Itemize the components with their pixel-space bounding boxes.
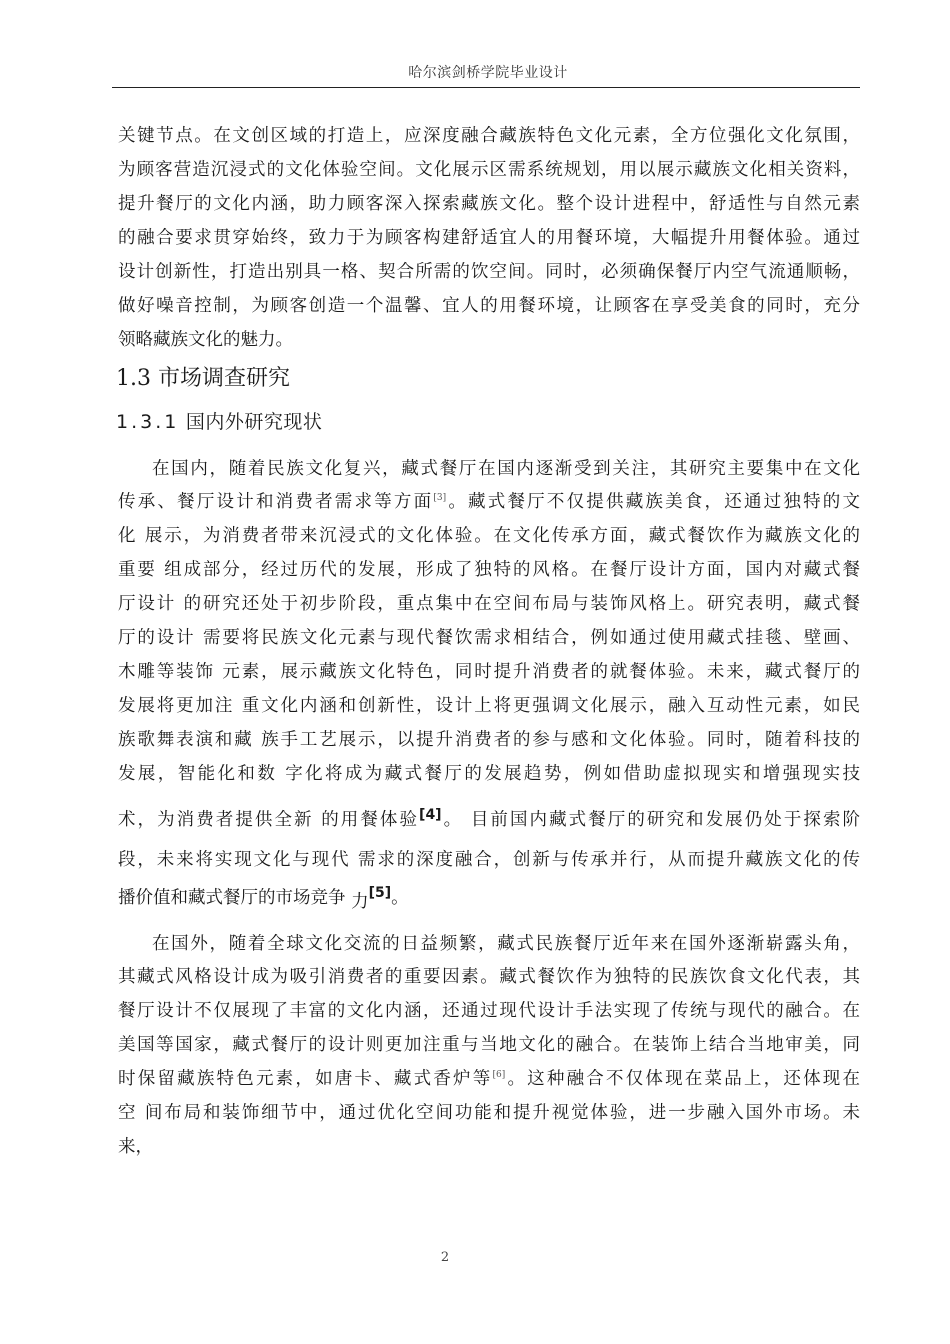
domestic-line-3: 化 展示，为消费者带来沉浸式的文化体验。在文化传承方面，藏式餐饮作为藏族文化的	[118, 526, 860, 546]
section-number: 1.3	[116, 366, 151, 391]
section-heading	[116, 361, 290, 392]
section-title: 市场调查研究	[158, 366, 291, 391]
domestic-line-2: 传承、餐厅设计和消费者需求等方面[3]。藏式餐厅不仅提供藏族美食，还通过独特的文	[118, 492, 861, 512]
subsection-number: 1.3.1	[116, 411, 180, 433]
intro-line-3: 提升餐厅的文化内涵，助力顾客深入探索藏族文化。整个设计进程中，舒适性与自然元素	[118, 194, 860, 214]
foreign-line-7: 来，	[118, 1137, 153, 1157]
domestic-line-12: 段，未来将实现文化与现代 需求的深度融合，创新与传承并行，从而提升藏族文化的传	[118, 850, 860, 870]
page-header: 哈尔滨剑桥学院毕业设计	[408, 65, 568, 81]
citation-6: [6]	[492, 1070, 506, 1080]
subsection-heading	[116, 407, 322, 434]
intro-line-4: 的融合要求贯穿始终，致力于为顾客构建舒适宜人的用餐环境，大幅提升用餐体验。通过	[118, 228, 860, 248]
foreign-line-6: 空 间布局和装饰细节中，通过优化空间功能和提升视觉体验，进一步融入国外市场。未	[118, 1103, 860, 1123]
foreign-line-5: 时保留藏族特色元素，如唐卡、藏式香炉等[6]。这种融合不仅体现在菜品上，还体现在	[118, 1069, 861, 1089]
citation-3: [3]	[433, 493, 447, 503]
header-rule	[112, 87, 860, 88]
citation-4: [4]	[419, 807, 442, 823]
page-number: 2	[440, 1250, 450, 1265]
domestic-line-6: 厅的设计 需要将民族文化元素与现代餐饮需求相结合，例如通过使用藏式挂毯、壁画、	[118, 628, 860, 648]
foreign-line-3: 餐厅设计不仅展现了丰富的文化内涵，还通过现代设计手法实现了传统与现代的融合。在	[118, 1001, 860, 1021]
domestic-line-7: 木雕等装饰 元素，展示藏族文化特色，同时提升消费者的就餐体验。未来，藏式餐厅的	[118, 662, 860, 682]
intro-line-2: 为顾客营造沉浸式的文化体验空间。文化展示区需系统规划，用以展示藏族文化相关资料，	[118, 160, 860, 180]
citation-5: [5]	[368, 885, 392, 901]
intro-line-1: 关键节点。在文创区域的打造上，应深度融合藏族特色文化元素，全方位强化文化氛围，	[118, 126, 860, 146]
domestic-line-4: 重要 组成部分，经过历代的发展，形成了独特的风格。在餐厅设计方面，国内对藏式餐	[118, 560, 860, 580]
foreign-line-2: 其藏式风格设计成为吸引消费者的重要因素。藏式餐饮作为独特的民族饮食文化代表，其	[118, 967, 860, 987]
subsection-title: 国内外研究现状	[185, 411, 323, 433]
domestic-line-11: 术，为消费者提供全新 的用餐体验[4]。 目前国内藏式餐厅的研究和发展仍处于探索阶	[118, 807, 861, 830]
domestic-line-1: 在国内，随着民族文化复兴，藏式餐厅在国内逐渐受到关注，其研究主要集中在文化	[152, 459, 860, 479]
domestic-line-13: 播价值和藏式餐厅的市场竞争 力[5]。	[118, 885, 409, 912]
domestic-line-10: 发展，智能化和数 字化将成为藏式餐厅的发展趋势，例如借助虚拟现实和增强现实技	[118, 764, 860, 784]
domestic-line-9: 族歌舞表演和藏 族手工艺展示，以提升消费者的参与感和文化体验。同时，随着科技的	[118, 730, 860, 750]
foreign-line-4: 美国等国家，藏式餐厅的设计则更加注重与当地文化的融合。在装饰上结合当地审美，同	[118, 1035, 860, 1055]
intro-line-5: 设计创新性，打造出别具一格、契合所需的饮空间。同时，必须确保餐厅内空气流通顺畅，	[118, 262, 860, 282]
foreign-line-1: 在国外，随着全球文化交流的日益频繁，藏式民族餐厅近年来在国外逐渐崭露头角，	[152, 934, 860, 954]
intro-line-6: 做好噪音控制，为顾客创造一个温馨、宜人的用餐环境，让顾客在享受美食的同时，充分	[118, 296, 860, 316]
intro-line-7: 领略藏族文化的魅力。	[118, 330, 293, 350]
domestic-line-5: 厅设计 的研究还处于初步阶段，重点集中在空间布局与装饰风格上。研究表明，藏式餐	[118, 594, 860, 614]
domestic-line-8: 发展将更加注 重文化内涵和创新性，设计上将更强调文化展示，融入互动性元素，如民	[118, 696, 860, 716]
